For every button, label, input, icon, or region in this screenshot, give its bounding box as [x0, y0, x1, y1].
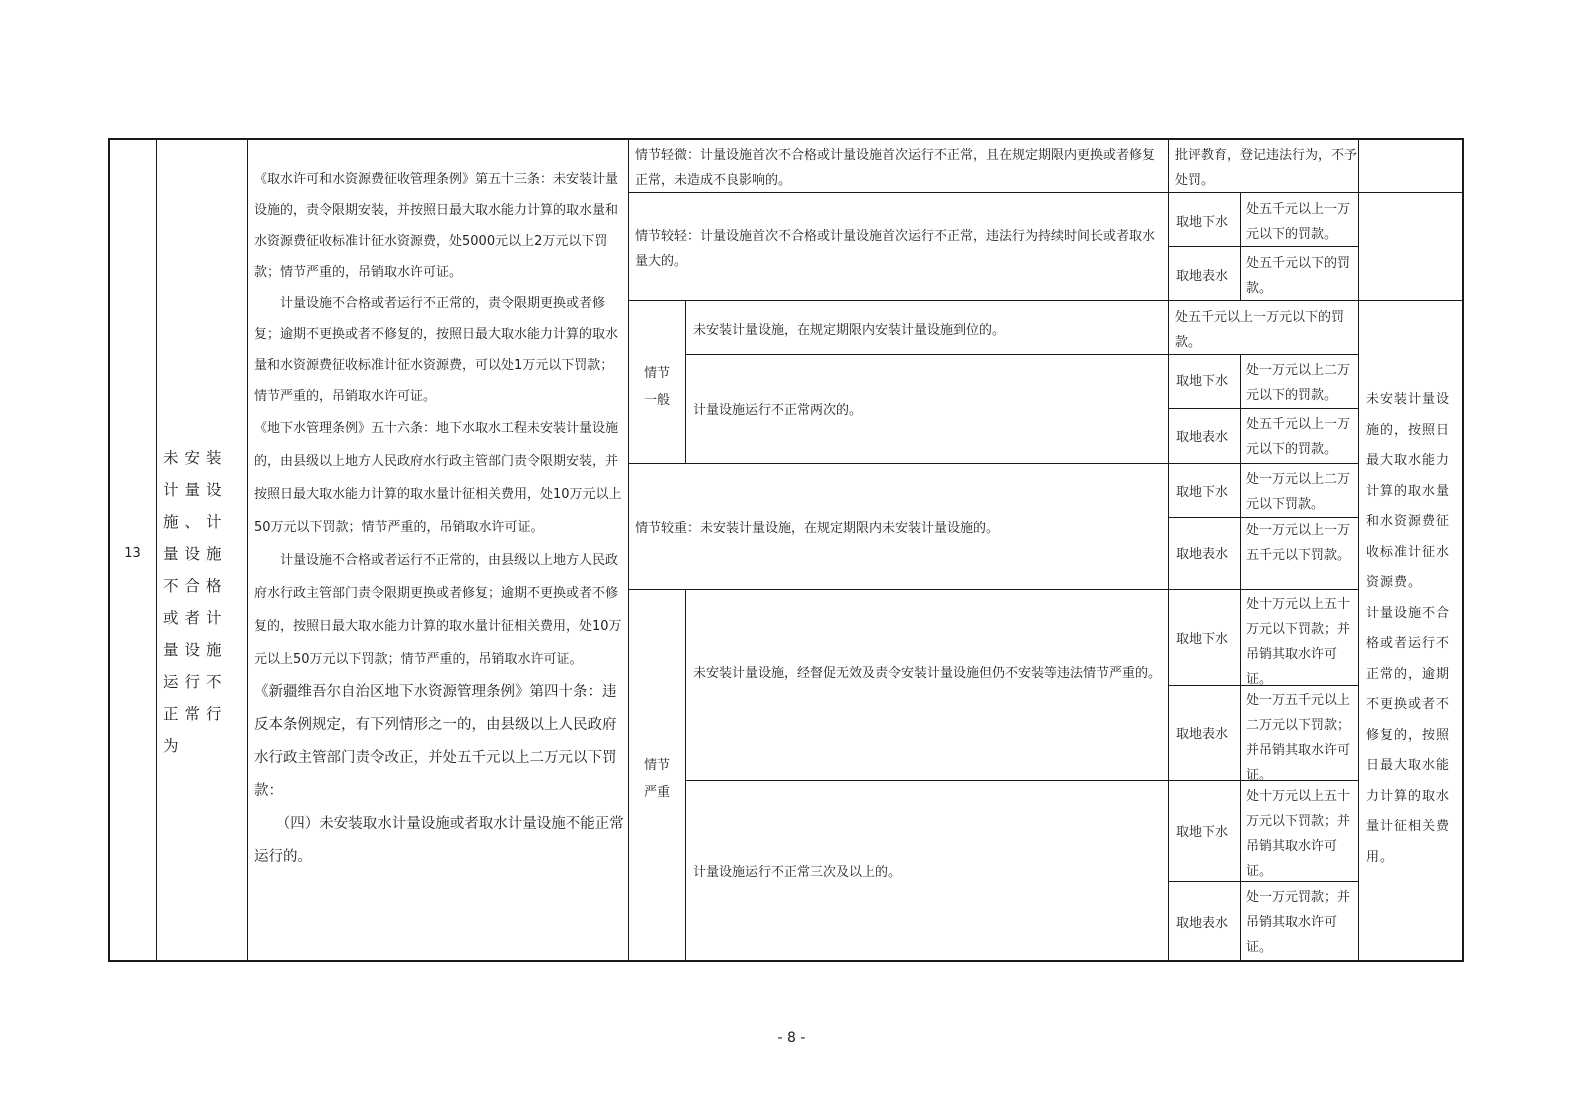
serious-item1-surface-label: 取地表水 — [1176, 727, 1229, 742]
heavier-surface-penalty: 处一万元以上一万五千元以下罚款。 — [1246, 523, 1351, 563]
serious-item2-groundwater-penalty: 处十万元以上五十万元以下罚款；并吊销其取水许可证。 — [1246, 789, 1351, 879]
serious-item2-surface-penalty: 处一万元罚款；并吊销其取水许可证。 — [1246, 890, 1351, 955]
row-number: 13 — [124, 546, 141, 561]
serious-item1-groundwater-label: 取地下水 — [1176, 632, 1229, 647]
lighter-surface-penalty: 处五千元以下的罚款。 — [1246, 256, 1351, 296]
general-item1-desc: 未安装计量设施，在规定期限内安装计量设施到位的。 — [693, 323, 1006, 338]
legal-basis — [254, 164, 624, 874]
serious-item2-surface-label: 取地表水 — [1176, 916, 1229, 931]
lighter-desc: 情节较轻：计量设施首次不合格或计量设施首次运行不正常，违法行为持续时间长或者取水量大的。 — [635, 229, 1156, 269]
heavier-surface-label: 取地表水 — [1176, 547, 1229, 562]
legal-basis-p2: 计量设施不合格或者运行不正常的，责令限期更换或者修复；逾期不更换或者不修复的，按照日最大取水能力计算的取水量和水资源费征收标准计征水资源费，可以处1万元以下罚款；情节严重的，吊销取水许可证。 — [254, 296, 619, 404]
minor-desc: 情节轻微：计量设施首次不合格或计量设施首次运行不正常，且在规定期限内更换或者修复正常，未造成不良影响的。 — [635, 148, 1156, 188]
general-item2-surface-penalty: 处五千元以上一万元以下的罚款。 — [1246, 417, 1351, 457]
serious-item2-groundwater-label: 取地下水 — [1176, 825, 1229, 840]
general-item2-desc: 计量设施运行不正常两次的。 — [693, 403, 863, 418]
legal-basis-p6: （四）未安装取水计量设施或者取水计量设施不能正常运行的。 — [254, 816, 624, 865]
minor-penalty: 批评教育，登记违法行为，不予处罚。 — [1175, 148, 1358, 188]
page-number: - 8 - — [777, 1030, 806, 1046]
lighter-surface-label: 取地表水 — [1176, 269, 1229, 284]
serious-item1-desc: 未安装计量设施，经督促无效及责令安装计量设施但仍不安装等违法情节严重的。 — [693, 666, 1162, 681]
heavier-groundwater-penalty: 处一万元以上二万元以下罚款。 — [1246, 472, 1351, 512]
serious-label: 情节 严重 — [643, 758, 670, 800]
lighter-groundwater-label: 取地下水 — [1176, 215, 1229, 230]
heavier-groundwater-label: 取地下水 — [1176, 485, 1229, 500]
serious-item2-desc: 计量设施运行不正常三次及以上的。 — [693, 865, 902, 880]
legal-basis-p4: 计量设施不合格或者运行不正常的，由县级以上地方人民政府水行政主管部门责令限期更换或者修复；逾期不更换或者不修复的，按照日最大取水能力计算的取水量计征相关费用，处10万元以上50万元以下罚款；情节严重的，吊销取水许可证。 — [254, 553, 622, 667]
general-item2-groundwater-penalty: 处一万元以上二万元以下的罚款。 — [1246, 363, 1351, 403]
general-item2-groundwater-label: 取地下水 — [1176, 374, 1229, 389]
serious-item1-groundwater-penalty: 处十万元以上五十万元以下罚款；并吊销其取水许可证。 — [1246, 597, 1351, 687]
legal-basis-p3: 《地下水管理条例》五十六条：地下水取水工程未安装计量设施的，由县级以上地方人民政府水行政主管部门责令限期安装，并按照日最大取水能力计算的取水量计征相关费用，处10万元以上50万元以下罚款；情节严重的，吊销取水许可证。 — [254, 421, 622, 535]
lighter-groundwater-penalty: 处五千元以上一万元以下的罚款。 — [1246, 202, 1351, 242]
legal-basis-p1: 《取水许可和水资源费征收管理条例》第五十三条：未安装计量设施的，责令限期安装，并按照日最大取水能力计算的取水量和水资源费征收标准计征水资源费，处5000元以上2万元以下罚款；情节严重的，吊销取水许可证。 — [254, 172, 619, 280]
serious-item1-surface-penalty: 处一万五千元以上二万元以下罚款；并吊销其取水许可证。 — [1246, 693, 1351, 783]
general-label: 情节 一般 — [643, 366, 670, 408]
remarks: 未安装计量设施的，按照日最大取水能力计算的取水量和水资源费征收标准计征水资源费。 计量设施不合格或者运行不正常的，逾期不更换或者不修复的，按照日最大取水能力计算的取水量计征相关费用。 — [1366, 392, 1451, 865]
general-item1-penalty: 处五千元以上一万元以下的罚款。 — [1175, 310, 1345, 350]
violation-title: 未安装计量设施、计量设施不合格或者计量设施运行不正常行为 — [163, 449, 228, 755]
legal-basis-p5: 《新疆维吾尔自治区地下水资源管理条例》第四十条：违反本条例规定，有下列情形之一的，由县级以上人民政府水行政主管部门责令改正，并处五千元以上二万元以下罚款： — [254, 684, 617, 799]
heavier-desc: 情节较重：未安装计量设施，在规定期限内未安装计量设施的。 — [635, 521, 1000, 536]
general-item2-surface-label: 取地表水 — [1176, 430, 1229, 445]
